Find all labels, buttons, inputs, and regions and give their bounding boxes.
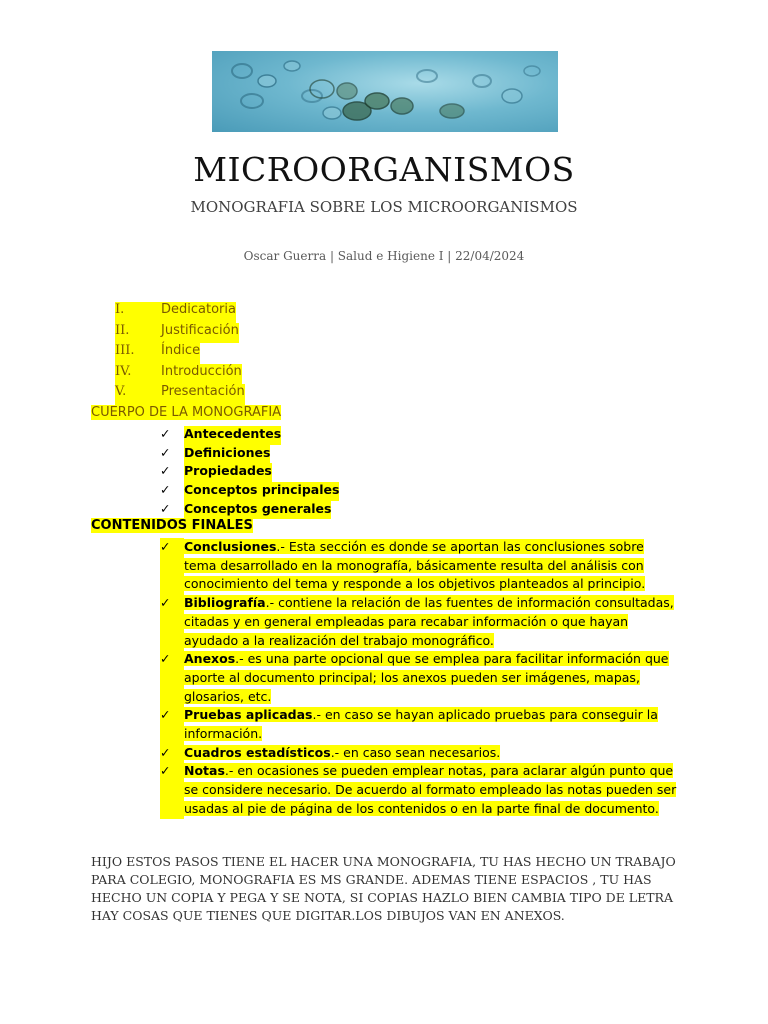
index-item: IV. Introducción [115, 364, 245, 385]
list-item: ✓ Pruebas aplicadas.- en caso se hayan aplicado pruebas para conseguir la información. [160, 706, 680, 743]
index-list [115, 302, 245, 405]
checkmark-icon: ✓ [160, 482, 171, 498]
checkmark-icon: ✓ [160, 426, 171, 441]
list-item: ✓ Conceptos principales [160, 482, 339, 501]
checkmark-icon: ✓ [160, 762, 184, 818]
index-item: V. Presentación [115, 384, 245, 405]
teacher-note: HIJO ESTOS PASOS TIENE EL HACER UNA MONOGRAFIA, TU HAS HECHO UN TRABAJO PARA COLEGIO, MONOGRAFIA ES MS GRANDE. ADEMAS TIENE ESPACIOS , TU HAS HECHO UN COPIA Y PEGA Y SE NOTA, SI COPIAS HAZLO BIEN CAMBIA TIPO DE LETRA HAY COSAS QUE TIENES QUE DIGITAR.LOS DIBUJOS VAN EN ANEXOS. [91, 854, 676, 923]
index-item: III. Índice [115, 343, 245, 364]
finales-list [160, 538, 680, 819]
list-item: ✓ Antecedentes [160, 426, 339, 445]
author-line: Oscar Guerra | Salud e Higiene I | 22/04/2024 [243, 249, 525, 263]
list-item: ✓ Bibliografía.- contiene la relación de las fuentes de información consultadas, citadas y en general empleadas para recabar información o que hayan ayudado a la realización del trabajo monográfico. [160, 594, 680, 650]
cuerpo-heading: CUERPO DE LA MONOGRAFIA [91, 405, 282, 420]
list-item: ✓ Propiedades [160, 463, 339, 482]
checkmark-icon: ✓ [160, 650, 184, 706]
document-subtitle: MONOGRAFIA SOBRE LOS MICROORGANISMOS [190, 198, 578, 216]
checkmark-icon: ✓ [160, 744, 184, 763]
checkmark-icon: ✓ [160, 706, 184, 743]
list-item: ✓ Conclusiones.- Esta sección es donde se aportan las conclusiones sobre tema desarrollado en la monografía, básicamente resulta del análisis con conocimiento del tema y responde a los objetivos planteados al principio. [160, 538, 680, 594]
finales-heading: CONTENIDOS FINALES [91, 518, 253, 533]
list-item: ✓ Definiciones [160, 445, 339, 464]
list-item: ✓ Anexos.- es una parte opcional que se emplea para facilitar información que aporte al documento principal; los anexos pueden ser imágenes, mapas, glosarios, etc. [160, 650, 680, 706]
list-item: ✓ Cuadros estadísticos.- en caso sean necesarios. [160, 744, 680, 763]
checkmark-icon: ✓ [160, 500, 171, 516]
list-item: ✓ Conceptos generales [160, 501, 339, 520]
checkmark-icon: ✓ [160, 444, 171, 460]
checkmark-icon: ✓ [160, 594, 184, 650]
list-item: ✓ Notas.- en ocasiones se pueden emplear notas, para aclarar algún punto que se considere necesario. De acuerdo al formato empleado las notas pueden ser usadas al pie de página de los contenidos o en la parte final de documento. [160, 762, 680, 818]
checkmark-icon: ✓ [160, 463, 171, 479]
document-title: MICROORGANISMOS [193, 150, 575, 189]
index-item: II. Justificación [115, 323, 245, 344]
microorganism-photo [212, 51, 558, 132]
cuerpo-list [160, 426, 339, 519]
checkmark-icon: ✓ [160, 538, 184, 594]
index-item: I. Dedicatoria [115, 302, 245, 323]
